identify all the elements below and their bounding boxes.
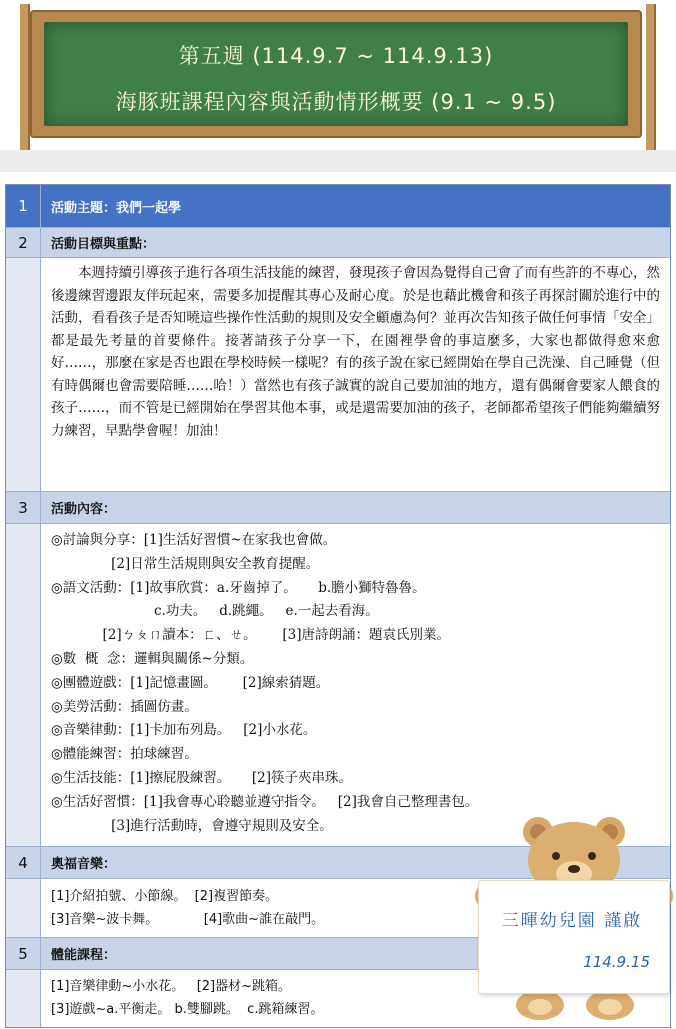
- section-title: 體能課程：: [41, 938, 670, 969]
- activity-content: [41, 524, 670, 846]
- section-3-header: [6, 491, 670, 523]
- content-line: [3]音樂~波卡舞。 [4]歌曲~誰在敲門。: [51, 912, 325, 927]
- content-line: [1]音樂律動~小水花。 [2]器材~跳箱。: [51, 979, 292, 994]
- section-number: 5: [6, 938, 41, 969]
- section-number: 2: [6, 228, 41, 257]
- content-line: ◎美勞活動：插圖仿畫。: [51, 698, 198, 715]
- section-1-header: [6, 185, 670, 227]
- section-number: 4: [6, 847, 41, 878]
- content-line: ◎團體遊戲：[1]記憶畫圖。 [2]線索猜題。: [51, 674, 330, 691]
- banner-ground: [0, 150, 676, 172]
- content-line: ◎體能練習：拍球練習。: [51, 746, 198, 763]
- section-number: 3: [6, 492, 41, 523]
- activity-theme: 活動主題：我們一起學: [41, 185, 670, 227]
- content-line: [3]進行活動時，會遵守規則及安全。: [51, 817, 333, 834]
- goals-paragraph: 本週持續引導孩子進行各項生活技能的練習，發現孩子會因為覺得自己會了而有些許的不專心，然後邊練習邊跟友伴玩起來，需要多加提醒其專心及耐心度。於是也藉此機會和孩子再探討關於進行中的活動，看看孩子是否知曉這些操作性活動的規則及安全顧慮為何？並再次告知孩子做任何事情「安全」都是最先考量的首要條件。接著請孩子分享一下，在園裡學會的事這麼多，大家也都做得愈來愈好……，那麼在家是否也跟在學校時候一樣呢？有的孩子說在家已經開始在學自己洗澡、自己睡覺（但有時偶爾也會需要陪睡……哈！）當然也有孩子誠實的說自己要加油的地方，還有偶爾會要家人餵食的孩子……，而不管是已經開始在學習其他本事，或是還需要加油的孩子，老師都希望孩子們能夠繼續努力練習，早點學會喔！加油！: [51, 265, 660, 439]
- content-line: c.功夫。 d.跳繩。 e.一起去看海。: [51, 603, 379, 620]
- section-title: 活動內容：: [41, 492, 670, 523]
- content-line: ◎討論與分享：[1]生活好習慣~在家我也會做。: [51, 532, 337, 548]
- content-line: ◎數 概 念：邏輯與關係~分類。: [51, 650, 254, 667]
- content-line: [2]日常生活規則與安全教育提醒。: [51, 555, 320, 572]
- number-spacer: [6, 258, 41, 491]
- goals-content: [41, 258, 670, 491]
- section-3-body: [6, 523, 670, 846]
- sign-date: 114.9.15: [583, 953, 650, 971]
- number-spacer: [6, 879, 41, 937]
- content-line: [3]遊戲~a.平衡走。 b.雙腳跳。 c.跳箱練習。: [51, 1002, 324, 1017]
- class-summary-title: 海豚班課程內容與活動情形概要 (9.1 ~ 9.5): [115, 90, 557, 114]
- content-line: [1]介紹拍號、小節線。 [2]複習節奏。: [51, 889, 279, 904]
- section-title: 活動目標與重點：: [41, 228, 670, 257]
- content-line: [2]ㄅㄆㄇ讀本：ㄈ、ㄝ。 [3]唐詩朗誦：題袁氏別業。: [51, 627, 450, 644]
- number-spacer: [6, 524, 41, 846]
- section-title: 奧福音樂：: [41, 847, 670, 878]
- content-line: ◎音樂律動：[1]卡加布列島。 [2]小水花。: [51, 722, 317, 739]
- week-title: 第五週 (114.9.7 ~ 114.9.13): [178, 44, 494, 68]
- section-2-header: [6, 227, 670, 257]
- section-number: 1: [6, 185, 41, 227]
- chalkboard-banner: [0, 0, 676, 172]
- content-line: ◎生活好習慣：[1]我會專心聆聽並遵守指令。 [2]我會自己整理書包。: [51, 793, 479, 810]
- sign-text-layer: [470, 810, 676, 1025]
- school-signature: 三暉幼兒園 謹啟: [501, 911, 643, 931]
- number-spacer: [6, 970, 41, 1027]
- section-2-body: [6, 257, 670, 491]
- content-line: ◎語文活動：[1]故事欣賞：a.牙齒掉了。 b.膽小獅特魯魯。: [51, 579, 426, 596]
- board-post-left: [20, 4, 30, 168]
- board-post-right: [646, 4, 656, 168]
- content-line: ◎生活技能：[1]擦屁股練習。 [2]筷子夾串珠。: [51, 769, 352, 786]
